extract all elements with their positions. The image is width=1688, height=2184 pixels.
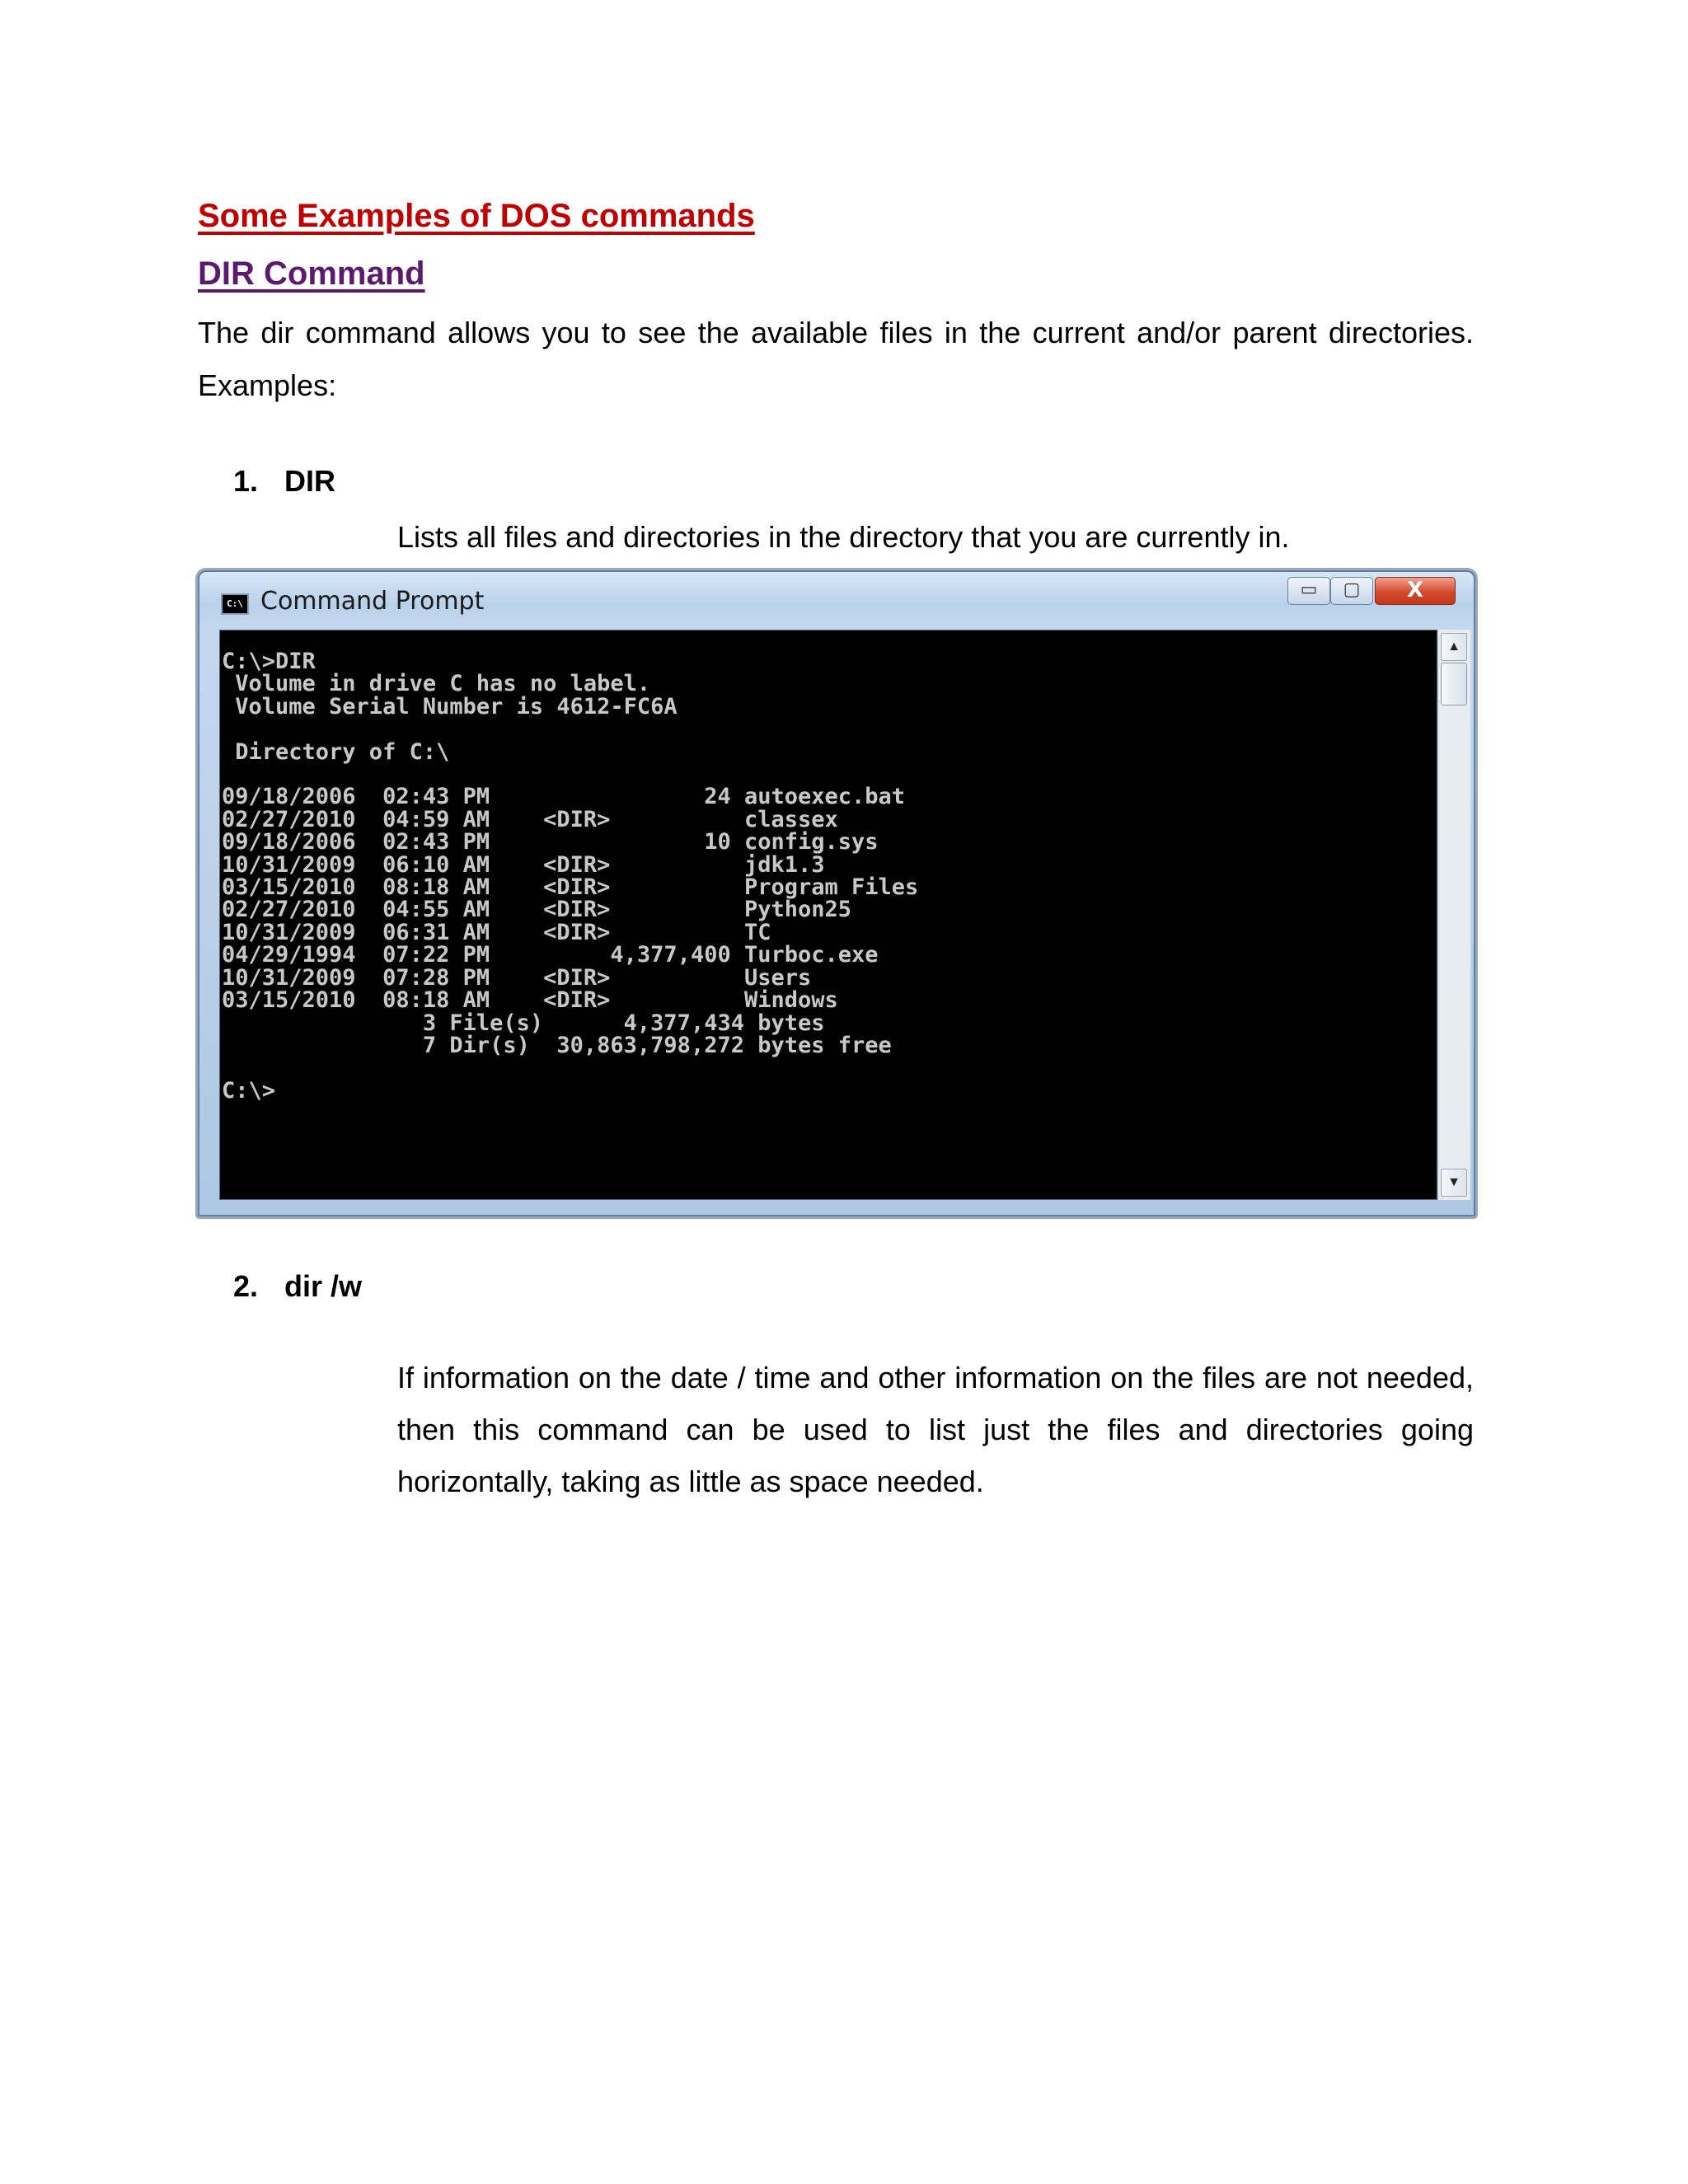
page-title: Some Examples of DOS commands (198, 198, 755, 234)
console-area[interactable] (219, 630, 1437, 1200)
list-item-command: DIR (284, 464, 335, 498)
list-item-command: dir /w (284, 1269, 363, 1303)
list-item-heading (233, 1269, 362, 1304)
minimize-button[interactable]: ▭ (1287, 577, 1330, 605)
scroll-thumb[interactable] (1441, 663, 1467, 705)
list-item-number: 1. (233, 464, 259, 498)
section-heading: DIR Command (198, 255, 425, 292)
list-item-heading (233, 464, 335, 499)
scroll-down-button[interactable]: ▼ (1441, 1169, 1467, 1197)
close-button[interactable]: X (1375, 577, 1456, 605)
list-item-description: If information on the date / time and other information on the files are not needed, then this command can be used to list just the files and directories going horizontally, taking as little as space needed. (397, 1361, 1474, 1498)
window-title: Command Prompt (260, 587, 485, 616)
command-prompt-icon: C:\ (221, 593, 249, 615)
vertical-scrollbar[interactable] (1437, 630, 1470, 1200)
intro-paragraph: The dir command allows you to see the available files in the current and/or parent directories. Examples: (198, 316, 1474, 402)
command-prompt-window (198, 570, 1475, 1216)
list-item-number: 2. (233, 1269, 259, 1303)
window-titlebar[interactable] (199, 572, 1474, 630)
console-output: C:\>DIR Volume in drive C has no label. Volume Serial Number is 4612-FC6A Directory of C:\ 09/18/2006 02:43 PM 24 autoexec.bat 02/27/2010 04:59 AM <DIR> classex 09/18/2006 02:43 PM 10 config.sys 10/31/2009 06:10 AM <DIR> jdk1.3 03/15/2010 08:18 AM <DIR> Program Files 02/27/2010 04:55 AM <DIR> Python25 10/31/2009 06:31 AM <DIR> TC 04/29/1994 07:22 PM 4,377,400 Turboc.exe 10/31/2009 07:28 PM <DIR> Users 03/15/2010 08:18 AM <DIR> Windows 3 File(s) 4,377,434 bytes 7 Dir(s) 30,863,798,272 bytes free C:\> (222, 649, 919, 1104)
list-item-description: Lists all files and directories in the directory that you are currently in. (397, 520, 1290, 554)
scroll-up-button[interactable]: ▲ (1441, 633, 1467, 661)
maximize-button[interactable]: ▢ (1330, 577, 1373, 605)
